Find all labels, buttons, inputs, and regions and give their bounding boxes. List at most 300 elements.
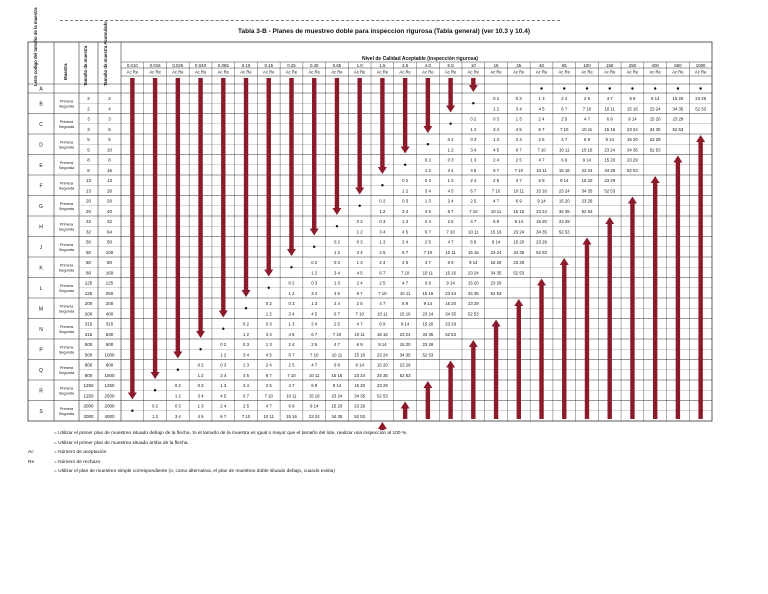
plan-ac-re: 0 3 xyxy=(515,96,522,102)
aql-label: 25 xyxy=(516,62,522,68)
arrow-up-shaft xyxy=(494,326,498,420)
plan-ac-re: 6 7 xyxy=(424,229,431,235)
legend-text: = Número de aceptación xyxy=(54,450,107,455)
cumulative-size: 160 xyxy=(105,270,114,276)
cumulative-size: 315 xyxy=(105,321,114,327)
sample-label: Segunda xyxy=(58,124,75,129)
plan-ac-re: 23 24 xyxy=(445,290,456,296)
sample-label: Primera xyxy=(59,201,74,206)
plan-ac-re: 10 11 xyxy=(490,208,502,214)
aql-label: 2.5 xyxy=(402,62,409,68)
use-single-plan-dot xyxy=(472,102,474,104)
plan-ac-re: 4 7 xyxy=(447,239,454,245)
sample-size: 500 xyxy=(84,342,93,348)
sample-size: 1250 xyxy=(83,393,94,399)
plan-ac-re: 0 2 xyxy=(243,321,250,327)
use-single-plan-dot xyxy=(699,87,701,89)
plan-ac-re: 2 5 xyxy=(265,383,272,389)
arrow-down-head xyxy=(242,290,251,297)
plan-ac-re: 1 3 xyxy=(379,239,386,245)
arrow-down-head xyxy=(469,85,478,92)
plan-ac-re: 7 10 xyxy=(400,270,410,276)
arrow-up-head xyxy=(469,340,478,347)
header-letra: Letra codigo del tamaño de la muestra xyxy=(33,7,38,86)
sample-label: Primera xyxy=(59,99,74,104)
aql-label: 1.0 xyxy=(356,62,363,68)
plan-ac-re: 0 3 xyxy=(493,116,500,122)
plan-ac-re: 9 14 xyxy=(378,342,387,348)
sample-size: 315 xyxy=(84,331,93,337)
sample-size: 13 xyxy=(85,178,92,184)
plan-ac-re: 0 2 xyxy=(402,178,409,184)
plan-ac-re: 7 10 xyxy=(241,413,251,419)
plan-ac-re: 10 11 xyxy=(354,331,365,337)
plan-ac-re: 9 14 xyxy=(355,362,364,368)
plan-ac-re: 9 14 xyxy=(423,301,433,307)
aql-label: 250 xyxy=(628,62,637,68)
arrow-down-shaft xyxy=(403,78,407,148)
plan-ac-re: 6 7 xyxy=(470,188,477,194)
plan-ac-re: 23 24 xyxy=(581,167,593,173)
arrow-up-shaft xyxy=(380,428,384,430)
plan-ac-re: 3 4 xyxy=(174,413,181,419)
plan-ac-re: 34 35 xyxy=(467,290,479,296)
plan-ac-re: 52 53 xyxy=(695,106,707,112)
plan-ac-re: 4 5 xyxy=(424,208,431,214)
plan-ac-re: 2 5 xyxy=(288,362,295,368)
aql-label: 400 xyxy=(651,62,659,68)
ac-re-label: Ac Re xyxy=(672,69,684,75)
aql-label: 10 xyxy=(470,62,476,68)
arrow-up-shaft xyxy=(403,408,407,420)
plan-ac-re: 2 5 xyxy=(447,219,454,225)
aql-label: 6.5 xyxy=(447,62,454,68)
plan-ac-re: 1 3 xyxy=(402,219,409,225)
arrow-down-shaft xyxy=(312,78,316,230)
plan-ac-re: 1 2 xyxy=(379,208,386,214)
sample-label: Primera xyxy=(59,283,74,288)
plan-ac-re: 7 10 xyxy=(378,290,387,296)
plan-ac-re: 4 5 xyxy=(402,229,409,235)
legend-symbol: Re xyxy=(28,459,35,465)
plan-ac-re: 0 3 xyxy=(265,321,272,327)
row-letter: A xyxy=(39,86,43,93)
aql-label: 0.15 xyxy=(264,62,274,68)
sample-label: Primera xyxy=(59,345,74,350)
row-letter: F xyxy=(39,183,43,190)
cumulative-size: 1000 xyxy=(104,352,115,358)
plan-ac-re: 0 3 xyxy=(243,342,250,348)
plan-ac-re: 1 3 xyxy=(311,301,318,307)
plan-ac-re: 4 5 xyxy=(311,311,318,317)
plan-ac-re: 34 35 xyxy=(627,147,638,153)
plan-ac-re: 4 5 xyxy=(493,147,500,153)
cumulative-size: 800 xyxy=(105,362,114,368)
ac-re-label: Ac Re xyxy=(308,69,320,75)
plan-ac-re: 0 3 xyxy=(333,260,340,266)
plan-ac-re: 34 35 xyxy=(581,188,593,194)
plan-ac-re: 0 2 xyxy=(220,342,227,348)
plan-ac-re: 7 10 xyxy=(332,331,342,337)
sample-size: 50 xyxy=(85,249,92,255)
sample-label: Segunda xyxy=(58,247,75,252)
plan-ac-re: 52 53 xyxy=(490,290,502,296)
arrow-down-shaft xyxy=(130,78,134,394)
plan-ac-re: 34 35 xyxy=(422,331,434,337)
plan-ac-re: 1 2 xyxy=(265,311,272,317)
plan-ac-re: 7 10 xyxy=(537,147,546,153)
plan-ac-re: 2 4 xyxy=(356,280,363,286)
ac-re-label: Ac Re xyxy=(149,69,161,75)
ac-re-label: Ac Re xyxy=(694,69,707,75)
plan-ac-re: 15 20 xyxy=(536,219,547,225)
plan-ac-re: 6 9 xyxy=(288,403,295,409)
cumulative-size: 6 xyxy=(108,126,111,132)
plan-ac-re: 10 11 xyxy=(536,167,547,173)
plan-ac-re: 9 14 xyxy=(560,178,569,184)
arrow-down-head xyxy=(219,311,228,318)
sample-size: 125 xyxy=(84,290,93,296)
plan-ac-re: 0 3 xyxy=(356,239,363,245)
sample-size: 2 xyxy=(87,106,90,112)
plan-ac-re: 3 4 xyxy=(197,393,204,399)
arrow-down-head xyxy=(378,167,387,174)
plan-ac-re: 0 2 xyxy=(356,219,363,225)
plan-ac-re: 0 2 xyxy=(470,116,477,122)
plan-ac-re: 52 53 xyxy=(422,352,434,358)
plan-ac-re: 23 24 xyxy=(422,311,434,317)
row-letter: N xyxy=(39,326,43,333)
plan-ac-re: 1 3 xyxy=(288,321,295,327)
plan-ac-re: 23 29 xyxy=(581,198,593,204)
plan-ac-re: 7 10 xyxy=(560,126,569,132)
plan-ac-re: 52 53 xyxy=(445,331,456,337)
plan-ac-re: 2 5 xyxy=(515,157,522,163)
plan-ac-re: 9 14 xyxy=(446,280,455,286)
plan-ac-re: 15 20 xyxy=(445,301,456,307)
sample-label: Primera xyxy=(59,242,74,247)
plan-ac-re: 6 7 xyxy=(265,372,272,378)
plan-ac-re: 3 4 xyxy=(402,208,409,214)
plan-ac-re: 15 16 xyxy=(286,413,297,419)
aql-label: 650 xyxy=(674,62,682,68)
arrow-down-shaft xyxy=(267,78,271,271)
arrow-up-head xyxy=(560,258,569,265)
aql-label: 0.010 xyxy=(126,62,138,68)
cumulative-size: 125 xyxy=(105,280,114,286)
legend-symbol: Ac xyxy=(28,450,34,455)
plan-ac-re: 23 29 xyxy=(422,342,434,348)
plan-ac-re: 23 29 xyxy=(354,403,366,409)
cumulative-size: 32 xyxy=(106,219,113,225)
sample-label: Primera xyxy=(59,324,74,329)
sample-size: 3 xyxy=(87,116,90,122)
plan-ac-re: 3 4 xyxy=(493,126,500,132)
plan-ac-re: 23 24 xyxy=(558,188,570,194)
aql-label: 0.25 xyxy=(287,62,296,68)
header-nca: Nivel de Calidad Aceptable (inspección rigurosa) xyxy=(362,56,478,62)
arrow-up-shaft xyxy=(517,305,521,419)
plan-ac-re: 2 5 xyxy=(538,137,545,143)
plan-ac-re: 9 14 xyxy=(628,116,637,122)
page-title: Tabla 3-B - Planes de muestreo doble para inspeccion rigurosa (Tabla general) (ver 10.3 y 10.4) xyxy=(238,28,530,35)
header-muestra: Muestra xyxy=(63,63,68,80)
plan-ac-re: 1 2 xyxy=(311,270,318,276)
plan-ac-re: 15 16 xyxy=(445,270,456,276)
use-single-plan-dot xyxy=(245,307,247,309)
plan-ac-re: 1 2 xyxy=(424,167,431,173)
plan-ac-re: 1 3 xyxy=(243,362,250,368)
plan-ac-re: 4 7 xyxy=(402,280,409,286)
use-single-plan-dot xyxy=(131,410,133,412)
use-single-plan-dot xyxy=(154,389,156,391)
plan-ac-re: 10 11 xyxy=(445,249,456,255)
plan-ac-re: 10 11 xyxy=(286,393,297,399)
plan-ac-re: 23 24 xyxy=(649,106,661,112)
row-letter: G xyxy=(39,203,43,210)
plan-ac-re: 10 11 xyxy=(422,270,434,276)
aql-label: 1000 xyxy=(695,62,706,68)
legend-text: = Número de rechazo xyxy=(54,459,101,465)
header-tamano: Tamaño de muestra xyxy=(83,45,88,86)
plan-ac-re: 1 2 xyxy=(333,249,340,255)
plan-ac-re: 3 4 xyxy=(379,229,386,235)
use-single-plan-dot xyxy=(336,225,338,227)
cumulative-size: 1250 xyxy=(104,383,115,389)
plan-ac-re: 1 3 xyxy=(265,342,272,348)
plan-ac-re: 2 4 xyxy=(561,96,568,102)
plan-ac-re: 6 9 xyxy=(402,301,409,307)
plan-ac-re: 4 5 xyxy=(265,352,272,358)
cumulative-size: 13 xyxy=(106,178,113,184)
arrow-down-head xyxy=(173,352,182,359)
row-letter: M xyxy=(38,306,44,313)
use-single-plan-dot xyxy=(654,87,656,89)
use-single-plan-dot xyxy=(586,87,588,89)
plan-ac-re: 1 2 xyxy=(447,147,454,153)
plan-ac-re: 6 9 xyxy=(447,260,454,266)
ac-re-label: Ac Re xyxy=(194,69,207,75)
ac-re-label: Ac Re xyxy=(490,69,502,75)
plan-ac-re: 2 4 xyxy=(243,383,250,389)
arrow-down-head xyxy=(287,249,296,256)
legend-item xyxy=(28,460,100,465)
sample-size: 20 xyxy=(85,208,92,214)
plan-ac-re: 52 53 xyxy=(513,270,525,276)
sample-size: 80 xyxy=(85,270,92,276)
plan-ac-re: 0 3 xyxy=(220,362,227,368)
plan-ac-re: 1 3 xyxy=(447,178,454,184)
plan-ac-re: 4 5 xyxy=(470,167,477,173)
arrow-up-head xyxy=(514,299,523,306)
sample-size: 200 xyxy=(84,301,93,307)
sample-size: 200 xyxy=(84,311,93,317)
arrow-down-shaft xyxy=(448,78,452,107)
arrow-up-shaft xyxy=(448,367,452,420)
sample-label: Segunda xyxy=(58,165,75,170)
use-single-plan-dot xyxy=(427,143,429,145)
plan-ac-re: 2 5 xyxy=(493,178,500,184)
plan-ac-re: 9 14 xyxy=(400,321,410,327)
plan-ac-re: 3 4 xyxy=(333,270,340,276)
plan-ac-re: 9 14 xyxy=(650,96,660,102)
sample-size: 315 xyxy=(84,321,93,327)
arrow-down-shaft xyxy=(244,78,248,291)
plan-ac-re: 2 4 xyxy=(333,301,340,307)
arrow-up-head xyxy=(378,422,387,429)
plan-ac-re: 4 7 xyxy=(538,157,545,163)
ac-re-label: Ac Re xyxy=(126,69,139,75)
plan-ac-re: 6 7 xyxy=(288,352,295,358)
plan-ac-re: 1 3 xyxy=(356,260,363,266)
use-single-plan-dot xyxy=(563,87,565,89)
arrow-down-head xyxy=(128,393,137,400)
plan-ac-re: 0 3 xyxy=(197,383,204,389)
row-letter: P xyxy=(39,347,43,354)
aql-label: 100 xyxy=(583,62,591,68)
plan-ac-re: 0 3 xyxy=(174,403,181,409)
cumulative-size: 16 xyxy=(106,167,113,173)
plan-ac-re: 1 3 xyxy=(493,137,500,143)
plan-ac-re: 6 9 xyxy=(333,362,340,368)
plan-ac-re: 34 35 xyxy=(604,167,616,173)
plan-ac-re: 15 16 xyxy=(490,229,502,235)
plan-ac-re: 3 4 xyxy=(356,249,363,255)
plan-ac-re: 15 20 xyxy=(331,403,343,409)
plan-ac-re: 2 4 xyxy=(470,178,477,184)
plan-ac-re: 23 29 xyxy=(399,362,411,368)
plan-ac-re: 0 2 xyxy=(152,403,159,409)
plan-ac-re: 0 3 xyxy=(447,157,454,163)
plan-ac-re: 6 7 xyxy=(333,311,340,317)
ac-re-label: Ac Re xyxy=(353,69,366,75)
sample-label: Primera xyxy=(59,160,74,165)
plan-ac-re: 1 2 xyxy=(174,393,181,399)
arrow-up-head xyxy=(401,402,410,409)
row-letter: E xyxy=(39,162,43,169)
plan-ac-re: 4 7 xyxy=(606,96,613,102)
plan-ac-re: 52 53 xyxy=(604,188,616,194)
plan-ac-re: 2 4 xyxy=(424,219,431,225)
plan-ac-re: 0 3 xyxy=(288,301,295,307)
aql-label: 0.015 xyxy=(149,62,161,68)
plan-ac-re: 23 29 xyxy=(513,260,525,266)
legend-item xyxy=(28,469,335,474)
cumulative-size: 5 xyxy=(108,137,111,143)
plan-ac-re: 15 20 xyxy=(467,280,479,286)
plan-ac-re: 2 4 xyxy=(402,239,409,245)
sample-size: 125 xyxy=(84,280,93,286)
plan-ac-re: 7 10 xyxy=(446,229,455,235)
sample-label: Primera xyxy=(59,386,74,391)
plan-ac-re: 0 2 xyxy=(265,301,272,307)
plan-ac-re: 23 29 xyxy=(445,321,456,327)
arrow-down-shaft xyxy=(426,78,430,127)
plan-ac-re: 2 5 xyxy=(333,321,340,327)
sample-label: Segunda xyxy=(58,411,75,416)
plan-ac-re: 3 4 xyxy=(447,167,454,173)
sample-label: Segunda xyxy=(58,227,75,232)
plan-ac-re: 7 10 xyxy=(491,188,501,194)
plan-ac-re: 0 2 xyxy=(311,260,318,266)
sample-size: 13 xyxy=(85,188,92,194)
plan-ac-re: 34 35 xyxy=(354,393,366,399)
plan-ac-re: 1 2 xyxy=(356,229,363,235)
plan-ac-re: 6 7 xyxy=(379,270,386,276)
legend-item xyxy=(28,450,106,455)
plan-ac-re: 2 4 xyxy=(447,198,454,204)
plan-ac-re: 15 20 xyxy=(672,96,684,102)
sample-size: 5 xyxy=(87,137,90,143)
sample-size: 50 xyxy=(85,239,92,245)
plan-ac-re: 3 4 xyxy=(265,331,272,337)
sample-label: Segunda xyxy=(58,268,75,273)
ac-re-label: Ac Re xyxy=(263,69,275,75)
arrow-up-shaft xyxy=(608,223,612,419)
plan-ac-re: 6 9 xyxy=(583,137,590,143)
cumulative-size: 10 xyxy=(106,147,113,153)
plan-ac-re: 23 29 xyxy=(649,137,661,143)
plan-ac-re: 6 7 xyxy=(561,106,568,112)
plan-ac-re: 7 10 xyxy=(582,106,592,112)
plan-ac-re: 2 5 xyxy=(311,342,318,348)
plan-ac-re: 9 14 xyxy=(491,239,501,245)
aql-label: 0.065 xyxy=(217,62,229,68)
arrow-down-head xyxy=(310,229,319,236)
plan-ac-re: 2 4 xyxy=(538,116,545,122)
plan-ac-re: 23 24 xyxy=(467,270,479,276)
plan-ac-re: 52 53 xyxy=(649,147,661,153)
plan-ac-re: 23 29 xyxy=(558,219,570,225)
plan-ac-re: 15 20 xyxy=(627,137,638,143)
plan-ac-re: 0 2 xyxy=(379,198,386,204)
arrow-up-head xyxy=(605,217,614,224)
aql-label: 4.0 xyxy=(424,62,431,68)
plan-ac-re: 1 2 xyxy=(402,188,409,194)
ac-re-label: Ac Re xyxy=(331,69,343,75)
plan-ac-re: 6 7 xyxy=(515,147,522,153)
plan-ac-re: 23 24 xyxy=(331,393,343,399)
plan-ac-re: 4 7 xyxy=(583,116,590,122)
use-single-plan-dot xyxy=(677,87,679,89)
use-single-plan-dot xyxy=(631,87,633,89)
plan-ac-re: 4 5 xyxy=(379,249,386,255)
arrow-down-shaft xyxy=(289,78,293,250)
sample-label: Primera xyxy=(59,140,74,145)
plan-ac-re: 4 7 xyxy=(515,178,522,184)
plan-ac-re: 23 29 xyxy=(672,116,684,122)
cumulative-size: 2000 xyxy=(104,403,115,409)
row-letter: J xyxy=(39,244,43,251)
use-single-plan-dot xyxy=(313,246,315,248)
arrow-up-head xyxy=(582,238,591,245)
plan-ac-re: 10 11 xyxy=(331,352,343,358)
ac-re-label: Ac Re xyxy=(399,69,411,75)
plan-ac-re: 4 7 xyxy=(311,362,318,368)
plan-ac-re: 4 7 xyxy=(288,383,295,389)
plan-ac-re: 34 35 xyxy=(331,413,343,419)
plan-ac-re: 15 16 xyxy=(581,147,593,153)
plan-ac-re: 10 11 xyxy=(308,372,320,378)
plan-ac-re: 4 5 xyxy=(197,413,204,419)
plan-ac-re: 2 5 xyxy=(561,116,568,122)
cumulative-size: 50 xyxy=(106,239,113,245)
plan-ac-re: 6 9 xyxy=(424,280,431,286)
plan-ac-re: 6 9 xyxy=(356,342,363,348)
plan-ac-re: 52 53 xyxy=(354,413,366,419)
plan-ac-re: 34 35 xyxy=(558,208,570,214)
plan-ac-re: 34 35 xyxy=(536,229,547,235)
